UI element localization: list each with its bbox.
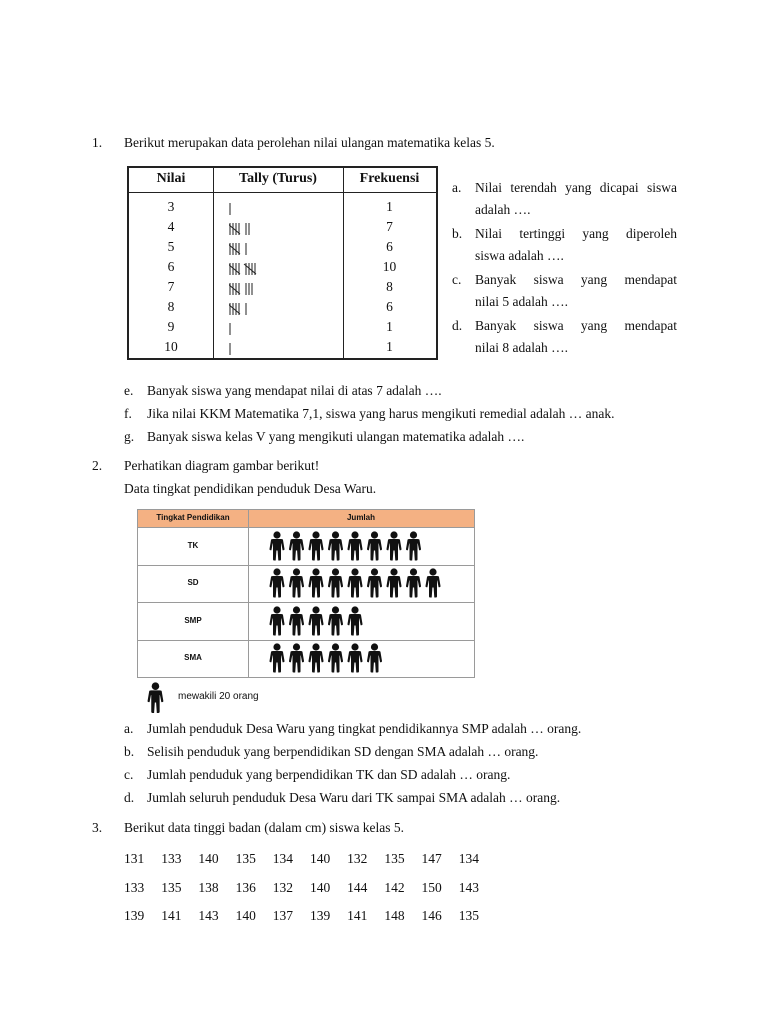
- cell-nilai: 5: [167, 239, 175, 254]
- height-value: 140: [198, 851, 219, 866]
- height-value: 133: [124, 879, 145, 895]
- height-value: 135: [458, 908, 479, 923]
- question-text-line: nilai 8 adalah ….: [475, 340, 568, 355]
- person-icon: [347, 644, 362, 673]
- height-value: 139: [309, 908, 331, 923]
- person-icon: [347, 569, 362, 598]
- person-icon: [308, 606, 323, 635]
- height-value: 132: [347, 851, 368, 866]
- question-letter: e.: [124, 383, 134, 398]
- question-letter: g.: [124, 429, 135, 444]
- question-text-line: siswa adalah ….: [475, 248, 564, 263]
- tally-marks: [229, 301, 289, 317]
- frequency-table-header: [129, 168, 436, 193]
- question-2-intro: Perhatikan diagram gambar berikut!: [124, 458, 320, 473]
- cell-nilai: 3: [167, 199, 175, 214]
- person-icon: [289, 569, 304, 598]
- education-level: SMP: [184, 615, 202, 625]
- question-text-line: Banyak siswa yang mendapat: [475, 272, 677, 287]
- cell-nilai: 6: [167, 259, 175, 274]
- cell-nilai: 4: [167, 219, 175, 234]
- tally-marks: [229, 221, 289, 237]
- question-letter: b.: [124, 744, 135, 759]
- question-letter: b.: [452, 226, 463, 241]
- person-icon: [289, 644, 304, 673]
- height-value: 132: [272, 879, 293, 895]
- question-text: Banyak siswa kelas V yang mengikuti ulangan matematika adalah ….: [147, 429, 525, 444]
- person-icon: [269, 606, 284, 635]
- height-value: 134: [458, 851, 479, 866]
- header-nilai: Nilai: [156, 171, 186, 186]
- header-tally: Tally (Turus): [239, 171, 317, 186]
- pictograph-row: [138, 527, 474, 566]
- height-value: 147: [421, 851, 442, 866]
- height-value: 138: [198, 879, 219, 895]
- cell-nilai: 10: [164, 339, 178, 354]
- person-icon: [367, 531, 382, 560]
- height-value: 139: [124, 908, 145, 923]
- cell-frekuensi: 10: [382, 259, 397, 274]
- question-letter: d.: [452, 318, 463, 333]
- person-icon: [148, 682, 164, 713]
- cell-frekuensi: 6: [386, 239, 393, 254]
- person-icon: [367, 569, 382, 598]
- cell-frekuensi: 7: [386, 219, 393, 234]
- tally-strike: [229, 224, 240, 234]
- height-value: 137: [272, 908, 293, 923]
- person-icon: [308, 531, 323, 560]
- person-icon: [308, 569, 323, 598]
- person-icon: [269, 644, 284, 673]
- person-icon: [386, 531, 401, 560]
- height-row: [124, 908, 496, 924]
- person-icon: [269, 569, 284, 598]
- height-value: 135: [161, 879, 182, 895]
- tally-marks: [229, 281, 289, 297]
- cell-frekuensi: 1: [386, 319, 393, 334]
- question-2-number: 2.: [92, 458, 103, 473]
- height-value: 141: [161, 908, 182, 923]
- person-icon: [386, 569, 401, 598]
- education-level: TK: [187, 540, 199, 550]
- tally-marks: [229, 241, 289, 257]
- person-icon: [328, 606, 343, 635]
- header-jumlah: Jumlah: [346, 513, 375, 522]
- height-value: 146: [421, 908, 442, 923]
- person-legend-icon: [144, 682, 166, 714]
- person-icons: [268, 606, 468, 636]
- height-value: 142: [384, 879, 405, 895]
- height-value: 134: [272, 851, 293, 866]
- question-text-line: Nilai terendah yang dicapai siswa: [475, 180, 677, 195]
- question-text-line: Banyak siswa yang mendapat: [475, 318, 677, 333]
- question-text: Jumlah penduduk yang berpendidikan TK dan SD adalah … orang.: [147, 767, 511, 782]
- header-frekuensi: Frekuensi: [359, 171, 420, 186]
- cell-nilai: 7: [167, 279, 175, 294]
- question-text-line: nilai 5 adalah ….: [475, 294, 568, 309]
- question-2-caption: Data tingkat pendidikan penduduk Desa Waru.: [124, 481, 377, 496]
- tally-strike: [229, 284, 240, 294]
- header-tingkat: Tingkat Pendidikan: [156, 513, 230, 522]
- person-icons: [268, 643, 468, 673]
- cell-frekuensi: 1: [386, 199, 393, 214]
- question-text: Banyak siswa yang mendapat nilai di atas 7 adalah ….: [147, 383, 442, 398]
- question-1-number: 1.: [92, 135, 103, 150]
- cell-frekuensi: 8: [386, 279, 393, 294]
- question-letter: c.: [124, 767, 134, 782]
- height-value: 141: [347, 908, 368, 923]
- tally-marks: [229, 201, 289, 217]
- tally-strike: [229, 264, 240, 274]
- height-value: 135: [384, 851, 405, 866]
- cell-frekuensi: 1: [386, 339, 393, 354]
- question-1-intro: Berikut merupakan data perolehan nilai ulangan matematika kelas 5.: [124, 135, 495, 150]
- height-value: 133: [161, 851, 182, 866]
- pictograph-header: [138, 510, 474, 528]
- height-row: [124, 851, 496, 867]
- question-3-intro: Berikut data tinggi badan (dalam cm) siswa kelas 5.: [124, 820, 405, 835]
- legend-text: mewakili 20 orang: [178, 691, 259, 702]
- person-icon: [289, 531, 304, 560]
- person-icon: [269, 531, 284, 560]
- height-value: 140: [309, 879, 331, 895]
- height-value: 131: [124, 851, 145, 866]
- person-icon: [328, 531, 343, 560]
- person-icons: [268, 568, 468, 598]
- question-letter: a.: [452, 180, 462, 195]
- person-icon: [328, 569, 343, 598]
- question-letter: f.: [124, 406, 132, 421]
- tally-strike: [229, 304, 240, 314]
- height-value: 144: [347, 879, 368, 895]
- height-row: [124, 880, 496, 896]
- height-value: 135: [235, 851, 256, 866]
- tally-strike: [229, 244, 240, 254]
- cell-nilai: 9: [167, 319, 175, 334]
- pictograph-row: [138, 602, 474, 641]
- person-icon: [406, 569, 421, 598]
- pictograph-row: [138, 640, 474, 678]
- height-value: 140: [235, 908, 256, 923]
- person-icon: [328, 644, 343, 673]
- pictograph-table: [137, 509, 475, 678]
- person-icon: [347, 606, 362, 635]
- person-icon: [308, 644, 323, 673]
- education-level: SD: [187, 578, 199, 588]
- cell-nilai: 8: [167, 299, 175, 314]
- question-text: Jumlah penduduk Desa Waru yang tingkat pendidikannya SMP adalah … orang.: [147, 721, 582, 736]
- height-value: 148: [384, 908, 405, 923]
- height-value: 140: [309, 851, 331, 866]
- height-value: 136: [235, 879, 256, 895]
- person-icon: [347, 531, 362, 560]
- frequency-table: [127, 166, 438, 360]
- person-icon: [289, 606, 304, 635]
- question-letter: d.: [124, 790, 135, 805]
- person-icon: [406, 531, 421, 560]
- pictograph-row: [138, 565, 474, 604]
- tally-marks: [229, 261, 289, 277]
- tally-marks: [229, 341, 289, 357]
- person-icon: [425, 569, 440, 598]
- question-text-line: adalah ….: [475, 202, 531, 217]
- question-text: Jumlah seluruh penduduk Desa Waru dari TK sampai SMA adalah … orang.: [147, 790, 561, 805]
- height-value: 150: [421, 879, 442, 895]
- education-level: SMA: [184, 653, 202, 663]
- question-letter: a.: [124, 721, 134, 736]
- question-3-number: 3.: [92, 820, 103, 835]
- tally-marks: [229, 321, 289, 337]
- table-divider: [213, 168, 214, 358]
- cell-frekuensi: 6: [386, 299, 393, 314]
- height-value: 143: [198, 908, 219, 923]
- person-icons: [268, 531, 468, 561]
- question-text-line: Nilai tertinggi yang diperoleh: [475, 226, 677, 241]
- question-text: Selisih penduduk yang berpendidikan SD dengan SMA adalah … orang.: [147, 744, 539, 759]
- person-icon: [367, 644, 382, 673]
- height-value: 143: [458, 879, 479, 895]
- question-letter: c.: [452, 272, 462, 287]
- question-text: Jika nilai KKM Matematika 7,1, siswa yang harus mengikuti remedial adalah … anak.: [147, 406, 615, 421]
